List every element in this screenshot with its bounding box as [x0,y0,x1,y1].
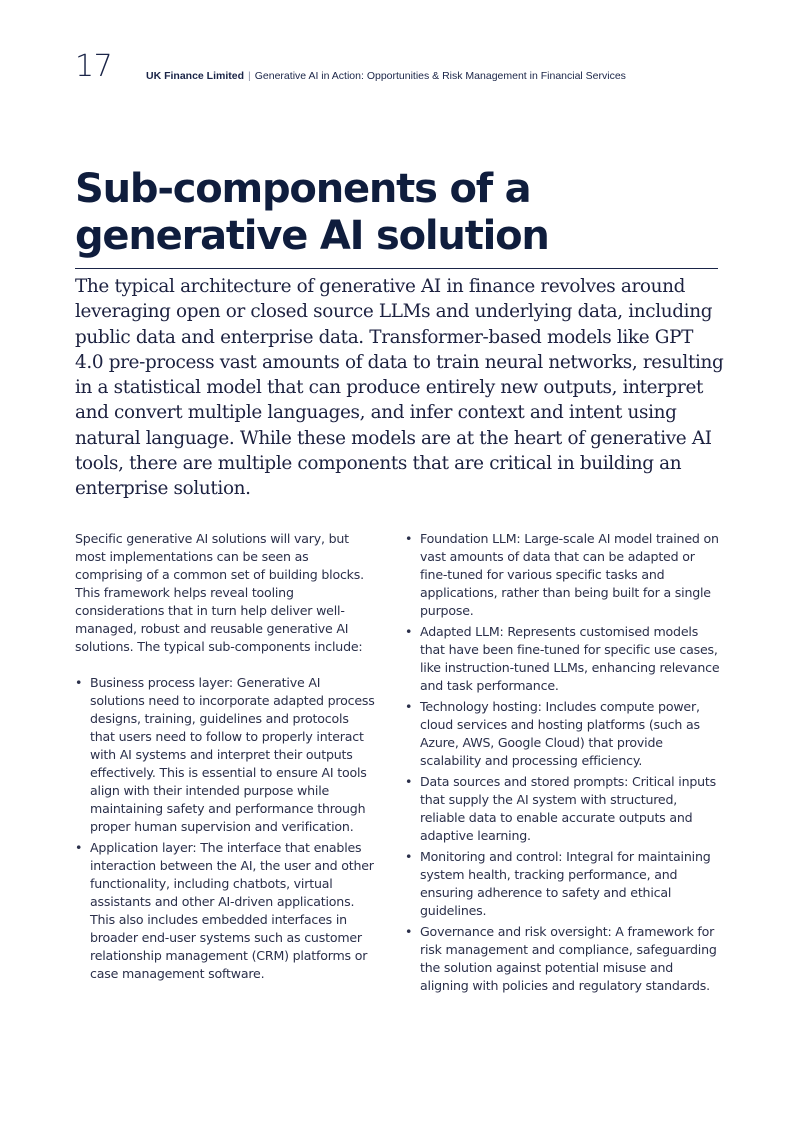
right-bullet-list [405,530,723,995]
bullet-data-sources: • Data sources and stored prompts: Critical inputs that supply the AI system with structured, reliable data to enable accurate outputs and adaptive learning. [405,773,723,845]
left-column [75,530,375,986]
header-organization: UK Finance Limited [146,70,245,82]
bullet-application-layer: • Application layer: The interface that enables interaction between the AI, the user and other functionality, including chatbots, virtual assistants and other AI-driven applications. This also includes embedded interfaces in broader end-user systems such as customer relationship management (CRM) platforms or case management software. [75,839,375,983]
title-divider [75,268,718,269]
page-number: 17 [75,49,113,84]
bullet-technology-hosting: • Technology hosting: Includes compute power, cloud services and hosting platforms (such as Azure, AWS, Google Cloud) that provide scalability and processing efficiency. [405,698,723,770]
bullet-adapted-llm: • Adapted LLM: Represents customised models that have been fine-tuned for specific use cases, like instruction-tuned LLMs, enhancing relevance and task performance. [405,623,723,695]
bullet-business-process-layer: • Business process layer: Generative AI solutions need to incorporate adapted process designs, training, guidelines and protocols that users need to follow to properly interact with AI systems and interpret their outputs effectively. This is essential to ensure AI tools align with their intended purpose while maintaining safety and performance through proper human supervision and verification. [75,674,375,836]
page-title: Sub-components of a generative AI solution [75,166,549,259]
header-document-title: Generative AI in Action: Opportunities & Risk Management in Financial Services [254,70,626,82]
left-bullet-list [75,674,375,983]
bullet-governance-risk: • Governance and risk oversight: A framework for risk management and compliance, safeguarding the solution against potential misuse and aligning with policies and regulatory standards. [405,923,723,995]
running-header [146,70,626,82]
bullet-monitoring-control: • Monitoring and control: Integral for maintaining system health, tracking performance, and ensuring adherence to safety and ethical guidelines. [405,848,723,920]
lead-paragraph: The typical architecture of generative AI in finance revolves around leveraging open or closed source LLMs and underlying data, including public data and enterprise data. Transformer-based models like GPT 4.0 pre-process vast amounts of data to train neural networks, resulting in a statistical model that can produce entirely new outputs, interpret and convert multiple languages, and infer context and intent using natural language. While these models are at the heart of generative AI tools, there are multiple components that are critical in building an enterprise solution. [75,276,724,500]
header-separator: | [248,70,251,82]
right-column [405,530,723,998]
intro-paragraph: Specific generative AI solutions will vary, but most implementations can be seen as comprising of a common set of building blocks. This framework helps reveal tooling considerations that in turn help deliver well-managed, robust and reusable generative AI solutions. The typical sub-components include: [75,531,364,654]
bullet-foundation-llm: • Foundation LLM: Large-scale AI model trained on vast amounts of data that can be adapted or fine-tuned for various specific tasks and applications, rather than being built for a single purpose. [405,530,723,620]
